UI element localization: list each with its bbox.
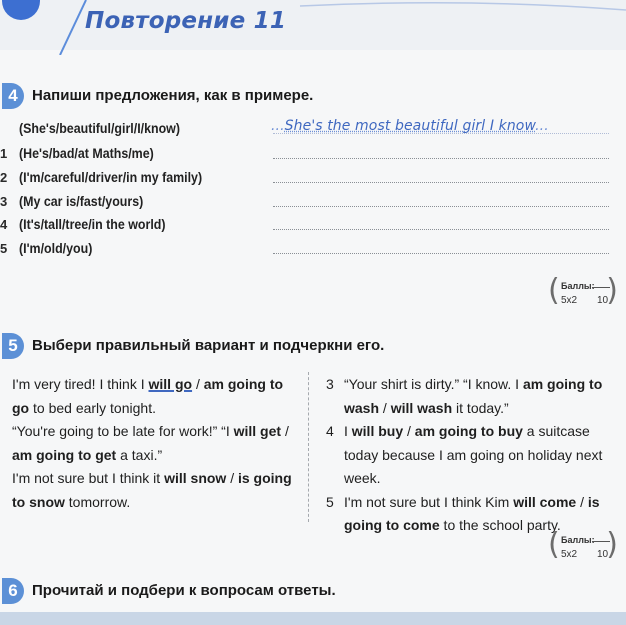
task5-item [326,491,622,538]
task5-item [12,420,296,467]
page-title: Повторение 11 [85,8,287,34]
example-answer-line [273,133,609,134]
option-separator: / [576,493,588,510]
sentence-text: I'm not sure but I think it [12,470,165,486]
sentence-text: “Your shirt is dirty.” “I know. I [344,376,523,392]
score-label: Баллы: [561,535,595,545]
task4-title: Напиши предложения, как в примере. [32,87,314,104]
sentence-text: a taxi.” [116,446,163,463]
task5-number-badge: 5 [2,333,24,359]
sentence-text: I'm not sure but I think Kim [344,493,514,510]
item-number: 2 [0,169,8,185]
bottom-band [0,612,626,625]
answer-option[interactable]: is going to come [344,493,600,533]
answer-option[interactable]: am going to get [12,446,117,463]
option-separator: / [379,399,391,416]
task4-example-row [0,118,626,141]
answer-line[interactable] [273,229,609,230]
answer-option[interactable]: will come [513,493,577,510]
score-multiplier: 5x2 [561,295,578,306]
answer-line[interactable] [273,182,609,183]
sentence-text: I [344,423,352,439]
task5-title: Выбери правильный вариант и подчеркни его. [32,337,385,354]
item-number: 4 [0,217,8,233]
sentence-text: to the school party. [439,517,561,533]
task4-example-prompt: (She's/beautiful/girl/I/know) [19,121,180,136]
item-number: 3 [0,193,8,209]
task6-title: Прочитай и подбери к вопросам ответы. [32,582,336,599]
item-prompt: (My car is/fast/yours) [19,193,144,209]
task4-item-row [0,170,626,190]
sentence-text: a suitcase today because I am going on holiday next week. [344,423,603,486]
sentence-text: it today.” [452,399,509,416]
answer-option[interactable]: will get [233,423,282,439]
task4-item-row [0,146,626,166]
task4-number-badge: 4 [2,83,24,109]
column-divider [308,372,309,522]
task4-item-row [0,241,626,261]
score-total: 10 [597,549,609,560]
answer-line[interactable] [273,158,609,159]
task5-item [326,373,622,420]
task5-left-column [12,373,296,514]
task5-right-column [326,373,622,538]
task4-score-box: ( Баллы: 5x2 10 ) [548,273,618,308]
answer-option[interactable]: am going to buy [414,423,523,439]
answer-option[interactable]: is going to snow [12,470,292,510]
option-separator: / [192,376,204,392]
score-total: 10 [597,295,609,306]
item-number: 5 [326,493,334,510]
score-label: Баллы: [561,281,595,291]
task5-item [12,373,296,420]
option-separator: / [281,423,289,439]
sentence-text: “You're going to be late for work!” “I [12,423,234,439]
item-prompt: (I'm/old/you) [19,241,93,257]
task5-item [12,467,296,514]
task4-item-row [0,194,626,214]
answer-line[interactable] [273,253,609,254]
item-number: 3 [326,376,334,392]
sentence-text: I'm very tired! I think I [12,376,149,392]
sentence-text: to bed early tonight. [29,399,156,416]
answer-option[interactable]: will snow [164,470,227,486]
answer-option[interactable]: will wash [390,399,453,416]
item-number: 1 [0,146,8,161]
task6-number-badge: 6 [2,578,24,604]
task5-item [326,420,622,491]
answer-option[interactable]: am going to wash [344,376,603,416]
task4-item-row [0,217,626,237]
sentence-text: tomorrow. [64,493,131,510]
item-number: 4 [326,423,334,439]
answer-option[interactable]: will go [148,376,193,392]
answer-option[interactable]: will buy [351,423,404,439]
item-prompt: (He's/bad/at Maths/me) [19,146,154,161]
item-number: 5 [0,241,8,257]
option-separator: / [403,423,415,439]
task4-example-answer: ...She's the most beautiful girl I know... [271,118,549,134]
answer-option[interactable]: am going to go [12,376,284,416]
score-multiplier: 5x2 [561,549,578,560]
option-separator: / [226,470,238,486]
task5-score-box: ( Баллы: 5x2 10 ) [548,527,618,562]
item-prompt: (It's/tall/tree/in the world) [19,217,166,233]
answer-line[interactable] [273,206,609,207]
item-prompt: (I'm/careful/driver/in my family) [19,169,203,185]
